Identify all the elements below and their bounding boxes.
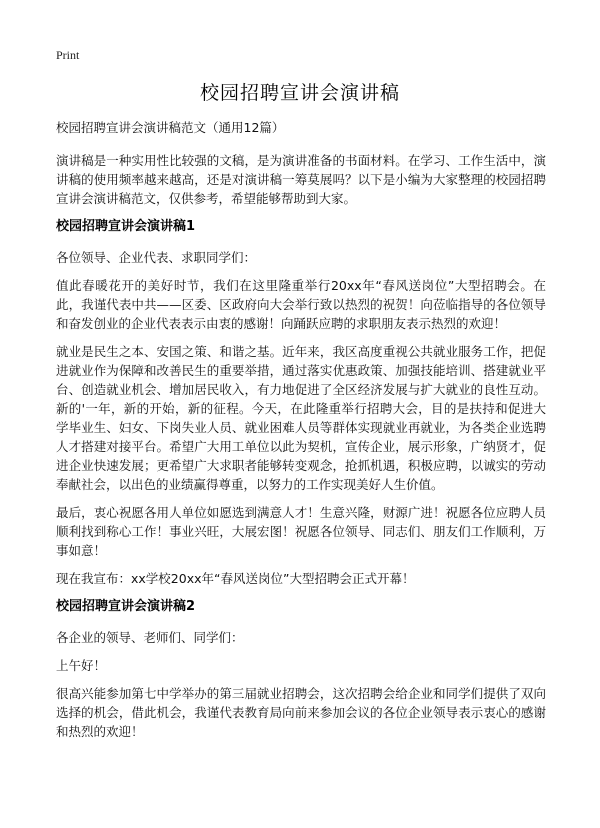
document-subtitle: 校园招聘宣讲会演讲稿范文（通用12篇） — [56, 120, 285, 135]
section-2-paragraph: 上午好！ — [56, 658, 107, 673]
section-2-paragraph: 各企业的领导、老师们、同学们： — [56, 630, 244, 645]
page-title: 校园招聘宣讲会演讲稿 — [199, 82, 400, 104]
section-1-paragraph: 各位领导、企业代表、求职同学们： — [56, 250, 257, 265]
document-body — [56, 118, 546, 750]
section-1-paragraph: 就业是民生之本、安国之策、和谐之基。近年来，我区高度重视公共就业服务工作，把促进就业作为保障和改善民生的重要举措，通过落实优惠政策、加强技能培训、搭建就业平台、创造就业机会、增加居民收入，有力地促进了全区经济发展与扩大就业的良性互动。新的'一年，新的开始，新的征程。今天，在此隆重举行招聘大会，目的是扶持和促进大学毕业生、妇女、下岗失业人员、就业困难人员等群体实现就业再就业，为各类企业选聘人才搭建对接平台。希望广大用工单位以此为契机，宣传企业，展示形象，广纳贤才，促进企业快速发展；更希望广大求职者能够转变观念，抢抓机遇，积极应聘，以诚实的劳动奉献社会，以出色的业绩赢得尊重，以努力的工作实现美好人生价值。 — [56, 344, 546, 492]
section-1-paragraph: 值此春暖花开的美好时节，我们在这里隆重举行20xx年“春风送岗位”大型招聘会。在此，我谨代表中共——区委、区政府向大会举行致以热烈的祝贺！向莅临指导的各位领导和奋发创业的企业代表表示由衷的感谢！向踊跃应聘的求职朋友表示热烈的欢迎！ — [56, 278, 546, 331]
section-1-paragraph: 最后，衷心祝愿各用人单位如愿选到满意人才！生意兴隆，财源广进！祝愿各位应聘人员顺利找到称心工作！事业兴旺，大展宏图！祝愿各位领导、同志们、朋友们工作顺利，万事如意！ — [56, 505, 546, 558]
intro-paragraph: 演讲稿是一种实用性比较强的文稿，是为演讲准备的书面材料。在学习、工作生活中，演讲稿的使用频率越来越高，还是对演讲稿一筹莫展吗？以下是小编为大家整理的校园招聘宣讲会演讲稿范文，仅供参考，希望能够帮助到大家。 — [56, 153, 546, 206]
section-1-paragraph: 现在我宣布：xx学校20xx年“春风送岗位”大型招聘会正式开幕！ — [56, 571, 415, 586]
section-1-heading: 校园招聘宣讲会演讲稿1 — [56, 219, 196, 234]
section-2-paragraph: 很高兴能参加第七中学举办的第三届就业招聘会，这次招聘会给企业和同学们提供了双向选择的机会，借此机会，我谨代表教育局向前来参加会议的各位企业领导表示衷心的感谢和热烈的欢迎！ — [56, 686, 546, 739]
section-2-heading: 校园招聘宣讲会演讲稿2 — [56, 599, 196, 614]
print-label: Print — [56, 48, 80, 62]
